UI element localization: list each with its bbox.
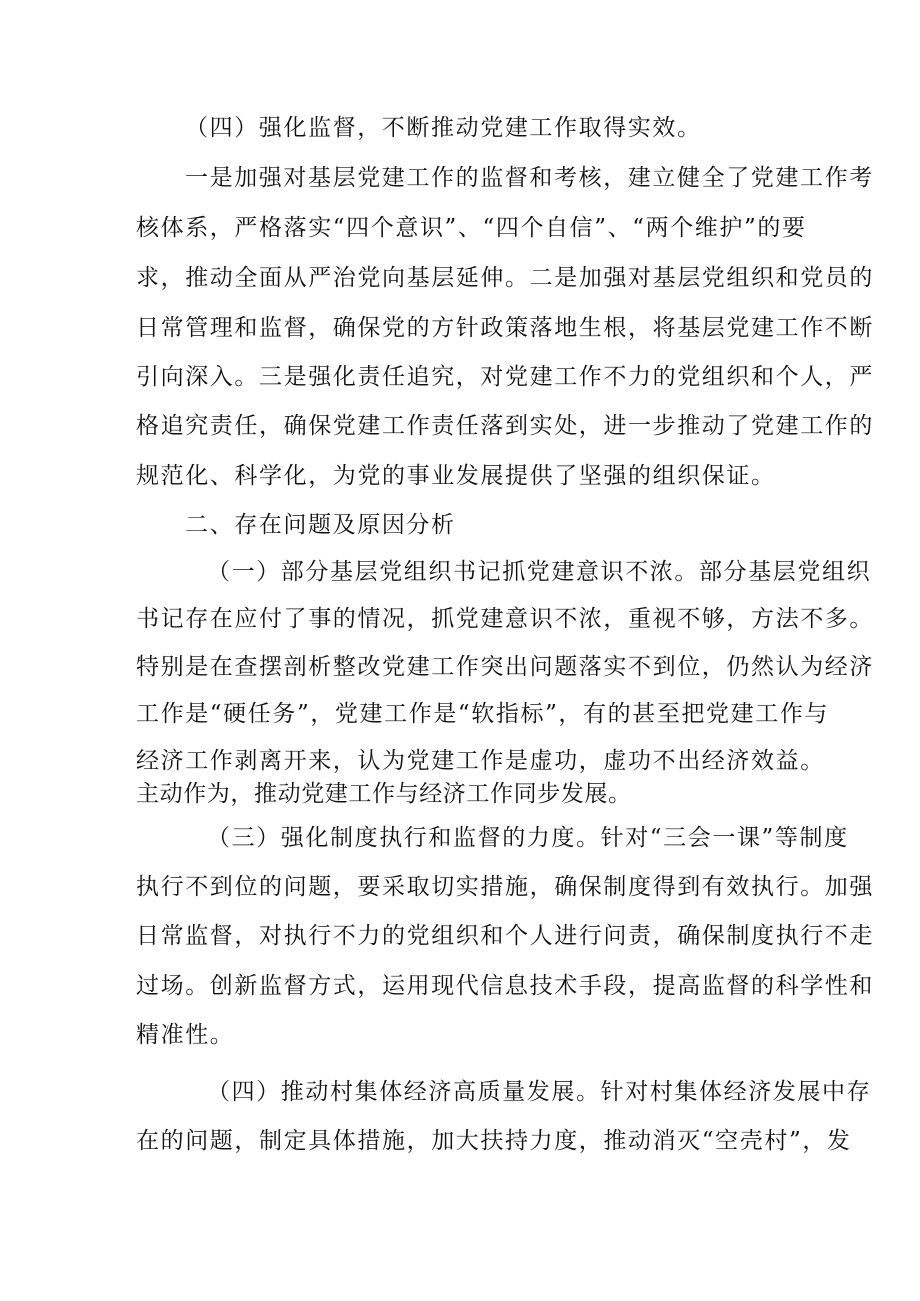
body-text-line: 精准性。 [136,1022,235,1048]
body-text-line: 规范化、科学化，为党的事业发展提供了坚强的组织保证。 [136,463,776,489]
section-heading-problems-analysis: 二、存在问题及原因分析 [185,512,456,538]
body-text-line: 工作是“硬任务”，党建工作是“软指标”，有的甚至把党建工作与 [136,701,830,727]
body-text-line: 核体系，严格落实“四个意识”、“四个自信”、“两个维护”的要 [136,215,807,241]
body-text-line: 在的问题，制定具体措施，加大扶持力度，推动消灭“空壳村”，发 [136,1128,852,1154]
body-text-line: （四）推动村集体经济高质量发展。针对村集体经济发展中存 [207,1079,872,1105]
body-text-line: 日常管理和监督，确保党的方针政策落地生根，将基层党建工作不断 [136,315,874,341]
body-text-line: 一是加强对基层党建工作的监督和考核，建立健全了党建工作考 [185,165,874,191]
body-text-line: 过场。创新监督方式，运用现代信息技术手段，提高监督的科学性和 [136,973,874,999]
body-text-line: 经济工作剥离开来，认为党建工作是虚功，虚功不出经济效益。 [136,748,825,774]
body-text-line: （三）强化制度执行和监督的力度。针对“三会一课”等制度 [207,825,849,851]
body-text-line: 引向深入。三是强化责任追究，对党建工作不力的党组织和个人，严 [136,364,874,390]
body-text-line: 执行不到位的问题，要采取切实措施，确保制度得到有效执行。加强 [136,874,874,900]
section-heading-strengthen-supervision: （四）强化监督，不断推动党建工作取得实效。 [185,115,702,141]
body-text-line: 书记存在应付了事的情况，抓党建意识不浓，重视不够，方法不多。 [136,606,874,632]
body-text-line: （一）部分基层党组织书记抓党建意识不浓。部分基层党组织 [207,559,872,585]
body-text-line: 主动作为，推动党建工作与经济工作同步发展。 [136,781,632,807]
body-text-line: 日常监督，对执行不力的党组织和个人进行问责，确保制度执行不走 [136,923,874,949]
body-text-line: 特别是在查摆剖析整改党建工作突出问题落实不到位，仍然认为经济 [136,654,874,680]
body-text-line: 格追究责任，确保党建工作责任落到实处，进一步推动了党建工作的 [136,413,874,439]
body-text-line: 求，推动全面从严治党向基层延伸。二是加强对基层党组织和党员的 [136,265,874,291]
